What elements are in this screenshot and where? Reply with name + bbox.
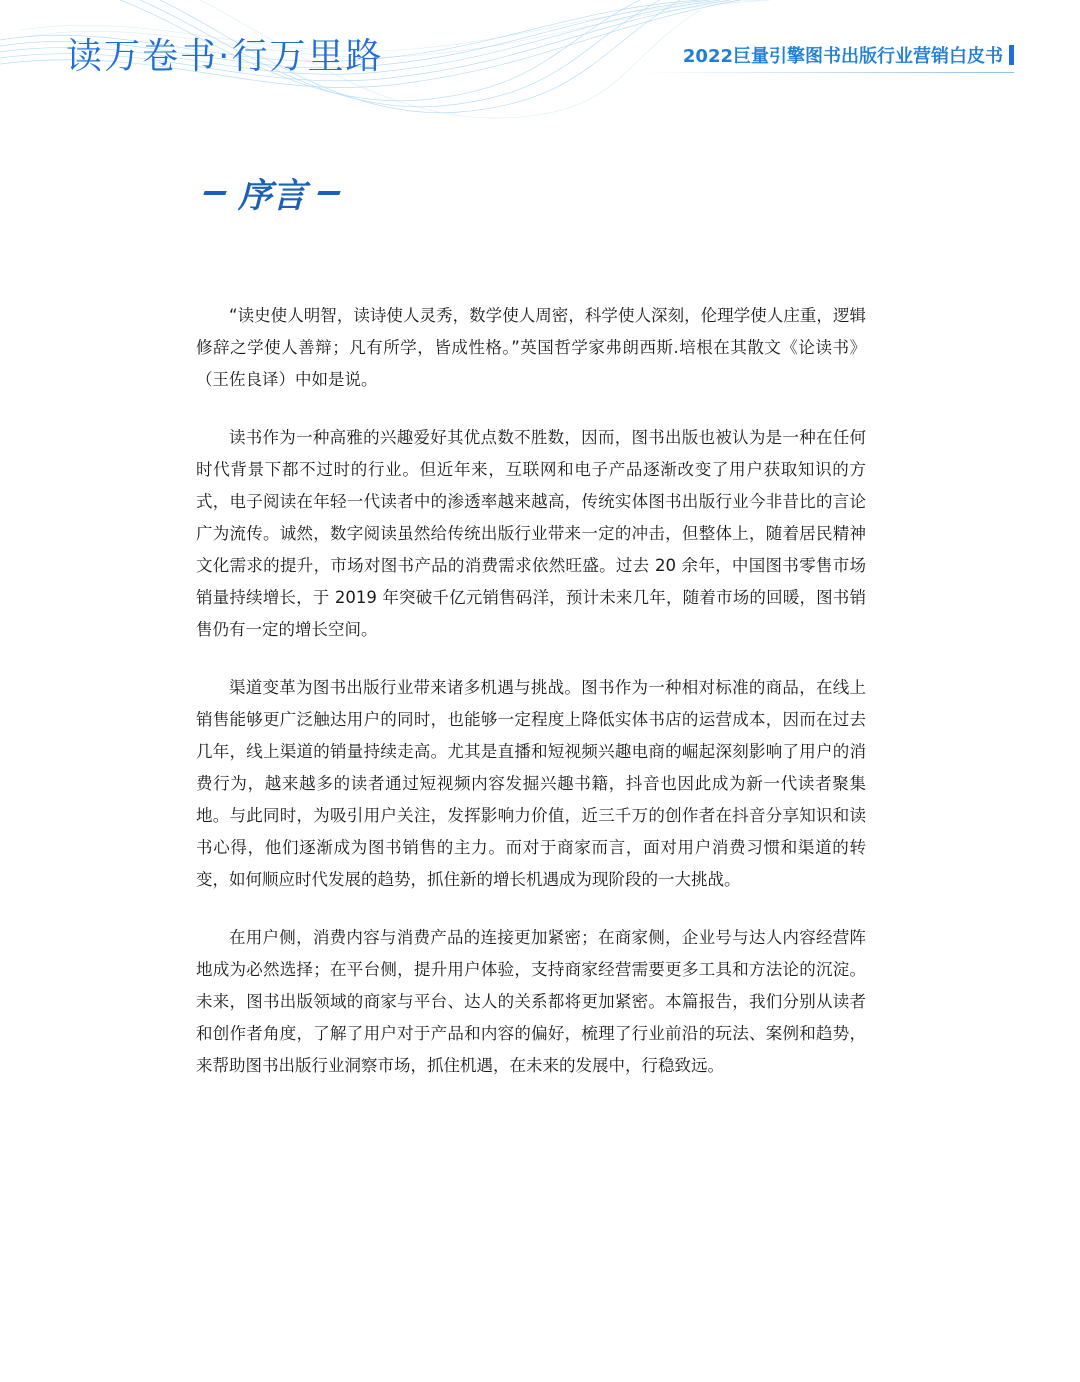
body-content [196, 300, 866, 1108]
heading-dash-left [203, 191, 226, 195]
paragraph-1: “读史使人明智，读诗使人灵秀，数学使人周密，科学使人深刻，伦理学使人庄重，逻辑修辞之学使人善辩；凡有所学，皆成性格。”英国哲学家弗朗西斯.培根在其散文《论读书》（王佐良译）中如是说。 [196, 306, 866, 389]
section-title: 序言 [238, 176, 306, 216]
section-heading [204, 168, 340, 217]
paragraph-3: 渠道变革为图书出版行业带来诸多机遇与挑战。图书作为一种相对标准的商品，在线上销售能够更广泛触达用户的同时，也能够一定程度上降低实体书店的运营成本，因而在过去几年，线上渠道的销量持续走高。尤其是直播和短视频兴趣电商的崛起深刻影响了用户的消费行为，越来越多的读者通过短视频内容发掘兴趣书籍，抖音也因此成为新一代读者聚集地。与此同时，为吸引用户关注，发挥影响力价值，近三千万的创作者在抖音分享知识和读书心得，他们逐渐成为图书销售的主力。而对于商家而言，面对用户消费习惯和渠道的转变，如何顺应时代发展的趋势，抓住新的增长机遇成为现阶段的一大挑战。 [196, 678, 866, 889]
heading-dash-right [317, 191, 340, 195]
header-rule [640, 72, 1014, 73]
header-report-title-group [683, 42, 1014, 68]
paragraph-2: 读书作为一种高雅的兴趣爱好其优点数不胜数，因而，图书出版也被认为是一种在任何时代背景下都不过时的行业。但近年来，互联网和电子产品逐渐改变了用户获取知识的方式，电子阅读在年轻一代读者中的渗透率越来越高，传统实体图书出版行业今非昔比的言论广为流传。诚然，数字阅读虽然给传统出版行业带来一定的冲击，但整体上，随着居民精神文化需求的提升，市场对图书产品的消费需求依然旺盛。过去 20 余年，中国图书零售市场销量持续增长，于 2019 年突破千亿元销售码洋，预计未来几年，随着市场的回暖，图书销售仍有一定的增长空间。 [196, 428, 866, 639]
title-bar-mark [1009, 45, 1014, 65]
paragraph-4: 在用户侧，消费内容与消费产品的连接更加紧密；在商家侧，企业号与达人内容经营阵地成为必然选择；在平台侧，提升用户体验，支持商家经营需要更多工具和方法论的沉淀。未来，图书出版领域的商家与平台、达人的关系都将更加紧密。本篇报告，我们分别从读者和创作者角度，了解了用户对于产品和内容的偏好，梳理了行业前沿的玩法、案例和趋势，来帮助图书出版行业洞察市场，抓住机遇，在未来的发展中，行稳致远。 [196, 928, 866, 1075]
report-title: 2022巨量引擎图书出版行业营销白皮书 [682, 46, 1003, 67]
header-slogan: 读万卷书·行万里路 [66, 36, 384, 77]
